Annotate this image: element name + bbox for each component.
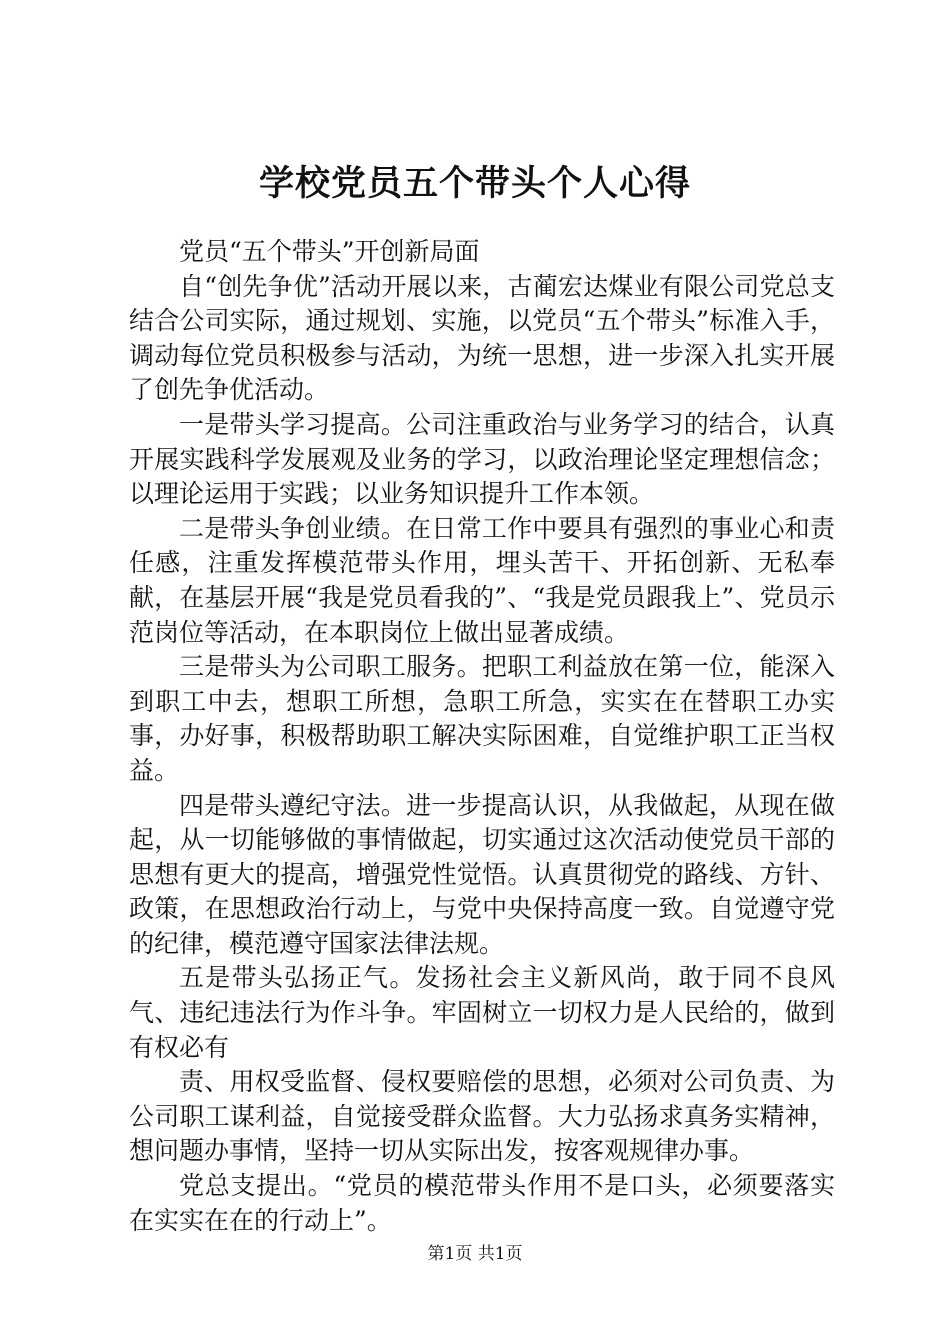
paragraph-intro: 自“创先争优”活动开展以来，古蔺宏达煤业有限公司党总支结合公司实际，通过规划、实施，以党员“五个带头”标准入手，调动每位党员积极参与活动，为统一思想，进一步深入扎实开展了创先争优活动。 (129, 271, 835, 405)
paragraph-point-5: 五是带头弘扬正气。发扬社会主义新风尚，敢于同不良风气、违纪违法行为作斗争。牢固树立一切权力是人民给的，做到有权必有 (129, 963, 835, 1062)
paragraph-subtitle: 党员“五个带头”开创新局面 (179, 237, 480, 266)
paragraph-point-4: 四是带头遵纪守法。进一步提高认识，从我做起，从现在做起，从一切能够做的事情做起，切实通过这次活动使党员干部的思想有更大的提高，增强党性觉悟。认真贯彻党的路线、方针、政策，在思想政治行动上，与党中央保持高度一致。自觉遵守党的纪律，模范遵守国家法律法规。 (129, 790, 835, 958)
document-body (129, 235, 835, 1238)
paragraph-point-2: 二是带头争创业绩。在日常工作中要具有强烈的事业心和责任感，注重发挥模范带头作用，埋头苦干、开拓创新、无私奉献，在基层开展“我是党员看我的”、“我是党员跟我上”、党员示范岗位等活动，在本职岗位上做出显著成绩。 (129, 513, 835, 647)
paragraph-point-3: 三是带头为公司职工服务。把职工利益放在第一位，能深入到职工中去，想职工所想，急职工所急，实实在在替职工办实事，办好事，积极帮助职工解决实际困难，自觉维护职工正当权益。 (129, 652, 835, 785)
document-title: 学校党员五个带头个人心得 (258, 163, 691, 204)
paragraph-conclusion: 党总支提出。“党员的模范带头作用不是口头，必须要落实在实实在在的行动上”。 (129, 1171, 835, 1235)
paragraph-point-1: 一是带头学习提高。公司注重政治与业务学习的结合，认真开展实践科学发展观及业务的学习，以政治理论坚定理想信念；以理论运用于实践；以业务知识提升工作本领。 (129, 409, 835, 509)
paragraph-point-5-continued: 责、用权受监督、侵权要赔偿的思想，必须对公司负责、为公司职工谋利益，自觉接受群众监督。大力弘扬求真务实精神，想问题办事情，坚持一切从实际出发，按客观规律办事。 (129, 1067, 835, 1166)
page-number-footer: 第1页 共1页 (427, 1244, 523, 1264)
